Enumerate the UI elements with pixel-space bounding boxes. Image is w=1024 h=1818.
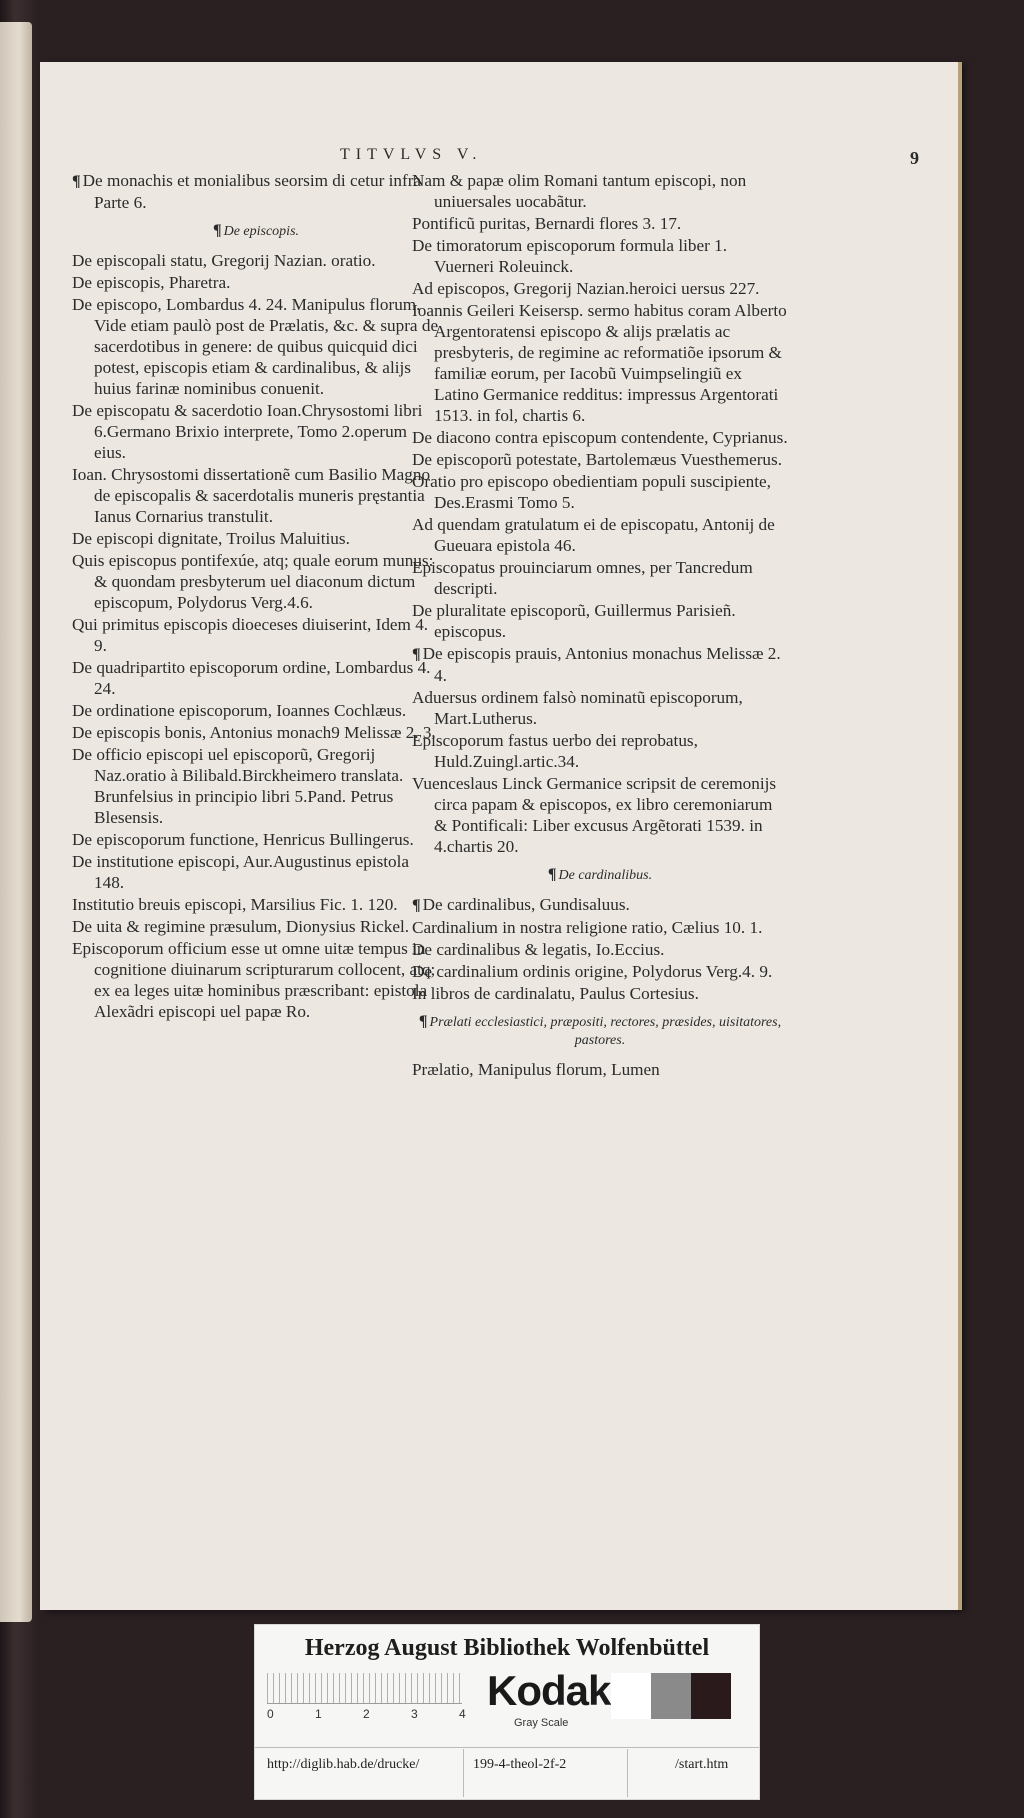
- pilcrow-icon: ¶: [547, 866, 557, 883]
- bibliography-entry: [72, 916, 440, 937]
- entry-text: De monachis et monialibus seorsim di cetur infra Parte 6.: [82, 171, 422, 212]
- bibliography-entry: [72, 272, 440, 293]
- entry-text: De pluralitate episcoporũ, Guillermus Parisieñ. episcopus.: [412, 601, 736, 641]
- entry-text: De episcoporũ potestate, Bartolemæus Vuesthemerus.: [412, 450, 783, 469]
- gray-scale-label: Gray Scale: [514, 1717, 569, 1729]
- gray-swatch: [651, 1673, 691, 1719]
- bibliography-entry: [72, 614, 440, 656]
- bibliography-entry: [412, 894, 788, 916]
- right-column: [412, 170, 788, 1081]
- book-page: [40, 62, 958, 1610]
- entry-text: De cardinalium ordinis origine, Polydorus Verg.4. 9.: [412, 962, 773, 981]
- ruler-number: 0: [267, 1707, 274, 1721]
- entry-text: De ordinatione episcoporum, Ioannes Cochlæus.: [72, 701, 407, 720]
- bibliography-entry: [412, 278, 788, 299]
- entry-text: De officio episcopi uel episcoporũ, Gregorij Naz.oratio à Bilibald.Birckheimero translata. Brunfelsius in principio libri 5.Pand. Petrus Blesensis.: [72, 745, 404, 827]
- entry-text: Vuenceslaus Linck Germanice scripsit de ceremonijs circa papam & episcopos, ex libro ceremoniarum & Pontificali: Liber excusus Argẽtorati 1539. in 4.chartis 20.: [412, 774, 777, 856]
- pilcrow-icon: ¶: [418, 1013, 428, 1030]
- bibliography-entry: [72, 722, 440, 743]
- bibliography-entry: [72, 250, 440, 271]
- bibliography-entry: [412, 300, 788, 426]
- gray-swatches: [611, 1673, 731, 1719]
- bibliography-entry: [72, 894, 440, 915]
- entry-text: Prælati ecclesiastici, præpositi, rectores, præsides, uisitatores, pastores.: [429, 1015, 782, 1048]
- folio-number: 9: [910, 148, 919, 168]
- entry-text: De episcopo, Lombardus 4. 24. Manipulus florum. Vide etiam paulò post de Prælatis, &c. & supra de sacerdotibus in genere: de quibus quicquid dici potest, episcopis etiam & cardinalibus, & alijs huius farinæ nominibus conuenit.: [72, 295, 439, 398]
- bibliography-entry: [72, 938, 440, 1022]
- bibliography-entry: [72, 700, 440, 721]
- bibliography-entry: [412, 213, 788, 234]
- bibliography-entry: [412, 643, 788, 686]
- bibliography-entry: [412, 1059, 788, 1080]
- entry-text: Institutio breuis episcopi, Marsilius Fic. 1. 120.: [72, 895, 398, 914]
- entry-text: Ad episcopos, Gregorij Nazian.heroici uersus 227.: [412, 279, 760, 298]
- bibliography-entry: [412, 557, 788, 599]
- ruler-number: 4: [459, 1707, 466, 1721]
- ruler-number: 3: [411, 1707, 418, 1721]
- bibliography-entry: [72, 851, 440, 893]
- entry-text: In libros de cardinalatu, Paulus Cortesius.: [412, 984, 699, 1003]
- entry-text: De diacono contra episcopum contendente, Cyprianus.: [412, 428, 788, 447]
- ruler-number: 2: [363, 1707, 370, 1721]
- entry-text: Cardinalium in nostra religione ratio, Cælius 10. 1.: [412, 918, 763, 937]
- entry-text: De cardinalibus, Gundisaluus.: [422, 895, 630, 914]
- bibliography-entry: [412, 730, 788, 772]
- entry-text: De cardinalibus & legatis, Io.Eccius.: [412, 940, 665, 959]
- bibliography-entry: [72, 294, 440, 399]
- bibliography-entry: [412, 449, 788, 470]
- bibliography-entry: [72, 464, 440, 527]
- facing-page-edge: [0, 22, 32, 1622]
- entry-text: De cardinalibus.: [558, 868, 653, 883]
- section-heading: [412, 1013, 788, 1050]
- color-target-card: [254, 1624, 760, 1800]
- bibliography-entry: [412, 235, 788, 277]
- entry-text: Ioan. Chrysostomi dissertationẽ cum Basilio Magno de episcopalis & sacerdotalis muneris pręstantia Ianus Cornarius transtulit.: [72, 465, 431, 526]
- bibliography-entry: [72, 550, 440, 613]
- bibliography-entry: [72, 657, 440, 699]
- bibliography-entry: [72, 528, 440, 549]
- entry-text: Nam & papæ olim Romani tantum episcopi, non uniuersales uocabãtur.: [412, 171, 747, 211]
- bibliography-entry: [412, 983, 788, 1004]
- entry-text: De episcopali statu, Gregorij Nazian. oratio.: [72, 251, 376, 270]
- gray-swatch: [611, 1673, 651, 1719]
- bibliography-entry: [72, 829, 440, 850]
- footer-page-file: /start.htm: [675, 1757, 729, 1772]
- entry-text: De institutione episcopi, Aur.Augustinus epistola 148.: [72, 852, 410, 892]
- entry-text: Ad quendam gratulatum ei de episcopatu, Antonij de Gueuara epistola 46.: [412, 515, 775, 555]
- bibliography-entry: [412, 917, 788, 938]
- bibliography-entry: [412, 773, 788, 857]
- entry-text: De episcopis.: [223, 224, 300, 239]
- footer-divider: [255, 1747, 759, 1748]
- running-head: TITVLVS V.: [340, 146, 483, 163]
- left-column: [72, 170, 440, 1023]
- entry-text: De episcopis, Pharetra.: [72, 273, 231, 292]
- entry-text: Ioannis Geileri Keisersp. sermo habitus coram Alberto Argentoratensi episcopo & alijs prælatis ac presbyteris, de regimine ac reformatiõe ipsorum & familiæ eorum, per Iacobũ Vuimpselingiũ ex Latino Germanice redditus: impressus Argentorati 1513. in fol, chartis 6.: [412, 301, 787, 425]
- bibliography-entry: [72, 170, 440, 213]
- bibliography-entry: [412, 514, 788, 556]
- pilcrow-icon: ¶: [412, 646, 421, 663]
- bibliography-entry: [412, 961, 788, 982]
- bibliography-entry: [412, 471, 788, 513]
- entry-text: De episcopatu & sacerdotio Ioan.Chrysostomi libri 6.Germano Brixio interprete, Tomo 2.operum eius.: [72, 401, 423, 462]
- pilcrow-icon: ¶: [212, 222, 222, 239]
- footer-url: http://diglib.hab.de/drucke/: [267, 1757, 420, 1772]
- entry-text: Pontificũ puritas, Bernardi flores 3. 17.: [412, 214, 682, 233]
- entry-text: Episcopatus prouinciarum omnes, per Tancredum descripti.: [412, 558, 753, 598]
- gray-swatch: [691, 1673, 731, 1719]
- entry-text: De quadripartito episcoporum ordine, Lombardus 4. 24.: [72, 658, 431, 698]
- bibliography-entry: [412, 939, 788, 960]
- entry-text: De uita & regimine præsulum, Dionysius Rickel.: [72, 917, 410, 936]
- pilcrow-icon: ¶: [72, 173, 81, 190]
- entry-text: Episcoporum fastus uerbo dei reprobatus, Huld.Zuingl.artic.34.: [412, 731, 698, 771]
- ruler-scale: [267, 1673, 462, 1704]
- bibliography-entry: [72, 744, 440, 828]
- entry-text: De episcopis prauis, Antonius monachus Melissæ 2. 4.: [422, 644, 781, 685]
- bibliography-entry: [412, 170, 788, 212]
- footer-separator: [627, 1749, 628, 1797]
- entry-text: De episcoporum functione, Henricus Bullingerus.: [72, 830, 414, 849]
- pilcrow-icon: ¶: [412, 897, 421, 914]
- entry-text: De timoratorum episcoporum formula liber 1. Vuerneri Roleuinck.: [412, 236, 728, 276]
- footer-separator: [463, 1749, 464, 1797]
- bibliography-entry: [412, 427, 788, 448]
- entry-text: Qui primitus episcopis dioeceses diuiserint, Idem 4. 9.: [72, 615, 429, 655]
- bibliography-entry: [412, 600, 788, 642]
- footer-shelfmark: 199-4-theol-2f-2: [473, 1757, 567, 1772]
- section-heading: [72, 222, 440, 241]
- bibliography-entry: [412, 687, 788, 729]
- entry-text: Episcoporum officium esse ut omne uitæ tempus in cognitione diuinarum scripturarum collocent, atq; ex ea leges uitæ hominibus præscribant: epistola Alexãdri episcopi uel papæ Ro.: [72, 939, 436, 1021]
- bibliography-entry: [72, 400, 440, 463]
- kodak-logo: Kodak: [487, 1667, 611, 1714]
- entry-text: Aduersus ordinem falsò nominatũ episcoporum, Mart.Lutherus.: [412, 688, 743, 728]
- entry-text: Quis episcopus pontifexúe, atq; quale eorum munus: & quondam presbyterum uel diaconum dictum episcopum, Polydorus Verg.4.6.: [72, 551, 434, 612]
- entry-text: Prælatio, Manipulus florum, Lumen: [412, 1060, 660, 1079]
- entry-text: Oratio pro episcopo obedientiam populi suscipiente, Des.Erasmi Tomo 5.: [412, 472, 771, 512]
- entry-text: De episcopis bonis, Antonius monach9 Melissæ 2. 3.: [72, 723, 436, 742]
- library-name: Herzog August Bibliothek Wolfenbüttel: [304, 1635, 710, 1661]
- section-heading: [412, 866, 788, 885]
- entry-text: De episcopi dignitate, Troilus Maluitius.: [72, 529, 350, 548]
- ruler-number: 1: [315, 1707, 322, 1721]
